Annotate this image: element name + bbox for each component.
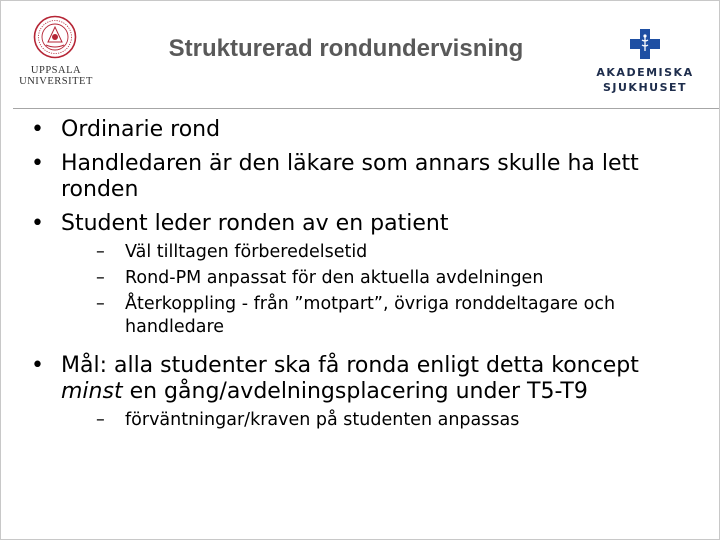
bullet-text: Ordinarie rond	[61, 117, 221, 142]
sub-bullet-text: Väl tilltagen förberedelsetid	[125, 242, 368, 262]
slide-content	[29, 117, 689, 446]
sub-bullet-item	[90, 241, 689, 264]
sub-bullet-list	[61, 241, 689, 339]
sub-bullet-text: förväntningar/kraven på studenten anpassas	[125, 410, 520, 430]
hospital-cross-icon	[630, 29, 660, 59]
sub-bullet-text: Återkoppling - från ”motpart”, övriga ronddeltagare och handledare	[125, 294, 616, 337]
bullet-list	[29, 117, 689, 432]
sub-bullet-text: Rond-PM anpassat för den aktuella avdelningen	[125, 268, 544, 288]
bullet-item	[29, 151, 689, 203]
slide-header	[1, 1, 719, 109]
bullet-item	[29, 211, 689, 339]
bullet-text: en gång/avdelningsplacering under T5-T9	[129, 379, 588, 404]
uppsala-logo-line2: UNIVERSITET	[19, 76, 93, 87]
bullet-text: Mål: alla studenter ska få ronda enligt detta koncept	[61, 353, 639, 378]
bullet-item	[29, 117, 689, 143]
akademiska-sjukhuset-logo	[593, 29, 713, 99]
bullet-item	[29, 353, 689, 432]
bullet-emphasis: minst	[61, 379, 123, 404]
uppsala-logo-line1: UPPSALA	[30, 65, 82, 76]
bullet-text: Handledaren är den läkare som annars skulle ha lett ronden	[61, 151, 639, 202]
university-seal-icon	[33, 15, 77, 59]
sub-bullet-list	[61, 409, 689, 432]
sub-bullet-item	[90, 409, 689, 432]
slide-title: Strukturerad rondundervisning	[168, 35, 524, 62]
bullet-text: Student leder ronden av en patient	[61, 211, 449, 236]
uppsala-university-logo	[13, 15, 99, 97]
sub-bullet-item	[90, 267, 689, 290]
akademiska-logo-line1: AKADEMISKA	[596, 66, 694, 79]
akademiska-logo-line2: SJUKHUSET	[602, 81, 688, 94]
sub-bullet-item	[90, 293, 689, 339]
header-divider	[13, 108, 719, 109]
